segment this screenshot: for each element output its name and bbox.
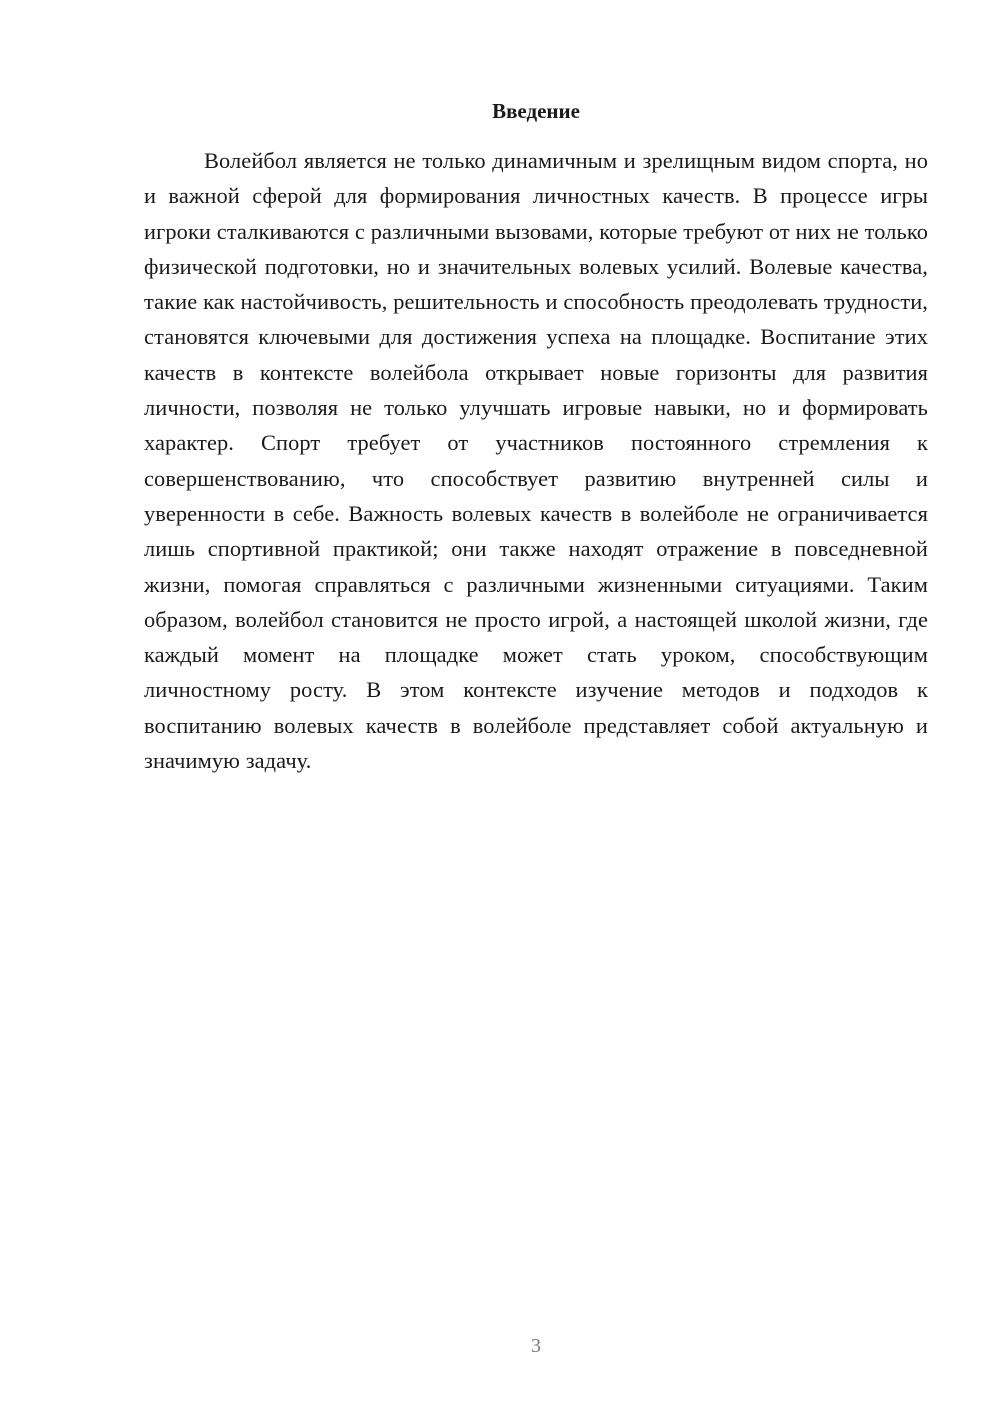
- introduction-paragraph: Волейбол является не только динамичным и зрелищным видом спорта, но и важной сферой для формирования личностных качеств. В процессе игры игроки сталкиваются с различными вызовами, которые требуют от них не только физической подготовки, но и значительных волевых усилий. Волевые качества, такие как настойчивость, решительность и способность преодолевать трудности, становятся ключевыми для достижения успеха на площадке. Воспитание этих качеств в контексте волейбола открывает новые горизонты для развития личности, позволяя не только улучшать игровые навыки, но и формировать характер. Спорт требует от участников постоянного стремления к совершенствованию, что способствует развитию внутренней силы и уверенности в себе. Важность волевых качеств в волейболе не ограничивается лишь спортивной практикой; они также находят отражение в повседневной жизни, помогая справляться с различными жизненными ситуациями. Таким образом, волейбол становится не просто игрой, а настоящей школой жизни, где каждый момент на площадке может стать уроком, способствующим личностному росту. В этом контексте изучение методов и подходов к воспитанию волевых качеств в волейболе представляет собой актуальную и значимую задачу.: [144, 148, 928, 774]
- section-heading: Введение: [492, 99, 580, 123]
- page-number: 3: [531, 1335, 541, 1357]
